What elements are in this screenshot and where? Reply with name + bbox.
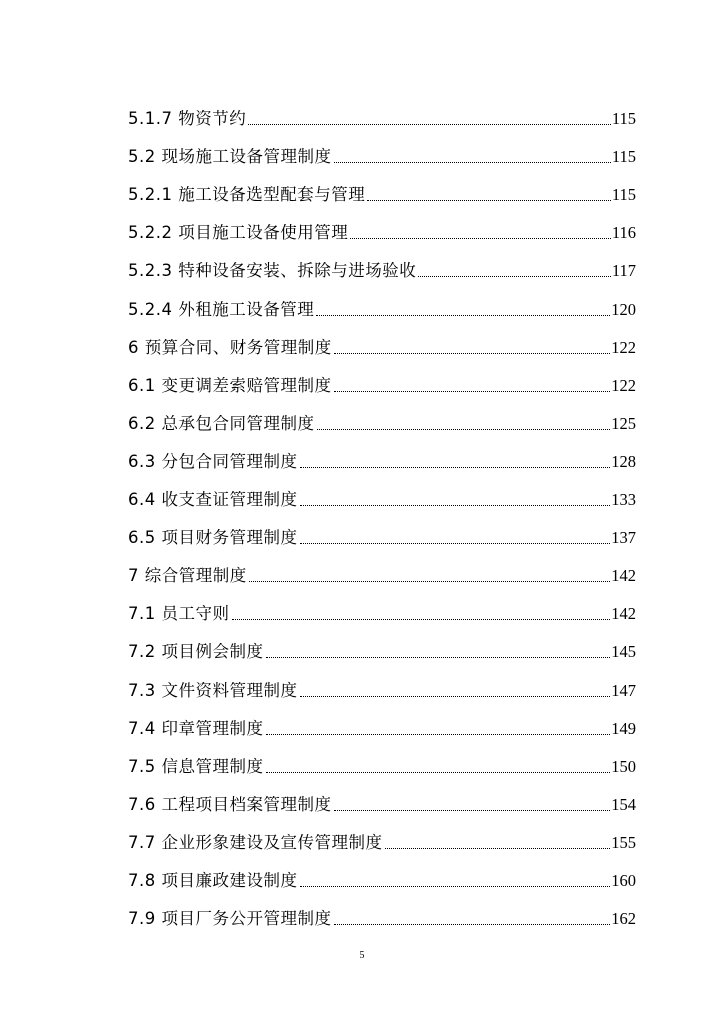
toc-entry[interactable] [128,548,636,586]
toc-entry[interactable] [128,281,636,319]
toc-entry-title: 6.2 总承包合同管理制度 [128,413,315,433]
toc-entry-title: 6.3 分包合同管理制度 [128,451,298,471]
toc-entry-title: 6.4 收支查证管理制度 [128,490,298,510]
toc-leader-dots [266,772,611,773]
toc-entry-page: 117 [611,261,636,281]
toc-entry[interactable] [128,891,636,929]
toc-entry-page: 142 [611,566,636,586]
toc-entry[interactable] [128,853,636,891]
toc-leader-dots [418,276,611,277]
toc-entry[interactable] [128,243,636,281]
toc-leader-dots [317,429,611,430]
toc-entry[interactable] [128,701,636,739]
toc-leader-dots [334,353,611,354]
toc-entry-title: 5.2 现场施工设备管理制度 [128,147,332,167]
toc-leader-dots [334,810,611,811]
toc-entry-title: 7.2 项目例会制度 [128,642,264,662]
toc-leader-dots [334,391,611,392]
toc-entry-title: 7.9 项目厂务公开管理制度 [128,909,332,929]
toc-entry-page: 133 [611,490,636,510]
toc-entry[interactable] [128,624,636,662]
toc-entry-title: 7.4 印章管理制度 [128,718,264,738]
toc-entry-page: 122 [611,375,636,395]
toc-leader-dots [300,505,611,506]
page-number: 5 [359,950,365,961]
toc-entry-page: 149 [611,718,636,738]
toc-entry-title: 7.3 文件资料管理制度 [128,680,298,700]
toc-entry[interactable] [128,739,636,777]
toc-entry-page: 115 [611,147,636,167]
toc-entry-title: 7 综合管理制度 [128,566,247,586]
toc-entry-title: 5.2.4 外租施工设备管理 [128,299,315,319]
toc-entry-page: 122 [611,337,636,357]
toc-leader-dots [300,886,611,887]
toc-entry-page: 155 [611,832,636,852]
toc-leader-dots [248,124,611,125]
toc-entry-title: 6.5 项目财务管理制度 [128,528,298,548]
toc-entry-page: 154 [611,794,636,814]
toc-leader-dots [300,696,611,697]
toc-leader-dots [350,238,611,239]
toc-leader-dots [249,581,611,582]
toc-entry[interactable] [128,815,636,853]
toc-entry-title: 7.1 员工守则 [128,604,230,624]
toc-entry-title: 7.5 信息管理制度 [128,756,264,776]
toc-entry-title: 6.1 变更调差索赔管理制度 [128,375,332,395]
toc-entry-page: 116 [611,223,636,243]
toc-entry-title: 6 预算合同、财务管理制度 [128,337,332,357]
toc-leader-dots [266,734,611,735]
toc-entry[interactable] [128,434,636,472]
toc-entry-title: 7.6 工程项目档案管理制度 [128,794,332,814]
toc-entry-page: 160 [611,870,636,890]
toc-entry-page: 115 [611,185,636,205]
toc-entry[interactable] [128,358,636,396]
toc-entry[interactable] [128,205,636,243]
toc-leader-dots [300,543,611,544]
toc-leader-dots [334,162,611,163]
toc-entry-page: 150 [611,756,636,776]
toc-leader-dots [367,200,611,201]
toc-leader-dots [232,619,611,620]
toc-leader-dots [300,467,611,468]
toc-entry-title: 5.1.7 物资节约 [128,109,247,129]
toc-entry-page: 142 [611,604,636,624]
toc-entry[interactable] [128,510,636,548]
toc-entry[interactable] [128,662,636,700]
toc-entry[interactable] [128,129,636,167]
toc-leader-dots [316,315,610,316]
toc-entry-page: 162 [611,909,636,929]
toc-entry-page: 145 [611,642,636,662]
toc-leader-dots [385,848,611,849]
toc-entry-page: 147 [611,680,636,700]
toc-entry-title: 7.7 企业形象建设及宣传管理制度 [128,832,383,852]
toc-entry[interactable] [128,91,636,129]
toc-entry-page: 128 [611,451,636,471]
toc-entry[interactable] [128,777,636,815]
toc-entry-title: 5.2.1 施工设备选型配套与管理 [128,185,366,205]
toc-entry-page: 137 [611,528,636,548]
toc-entry[interactable] [128,320,636,358]
toc-leader-dots [266,657,611,658]
table-of-contents [128,91,636,929]
toc-entry-page: 115 [611,109,636,129]
toc-entry-title: 5.2.3 特种设备安装、拆除与进场验收 [128,261,417,281]
toc-entry[interactable] [128,167,636,205]
toc-entry-page: 125 [611,413,636,433]
toc-entry-page: 120 [611,299,636,319]
toc-entry-title: 7.8 项目廉政建设制度 [128,870,298,890]
toc-leader-dots [334,924,611,925]
toc-entry[interactable] [128,586,636,624]
toc-entry[interactable] [128,396,636,434]
toc-entry-title: 5.2.2 项目施工设备使用管理 [128,223,349,243]
toc-entry[interactable] [128,472,636,510]
